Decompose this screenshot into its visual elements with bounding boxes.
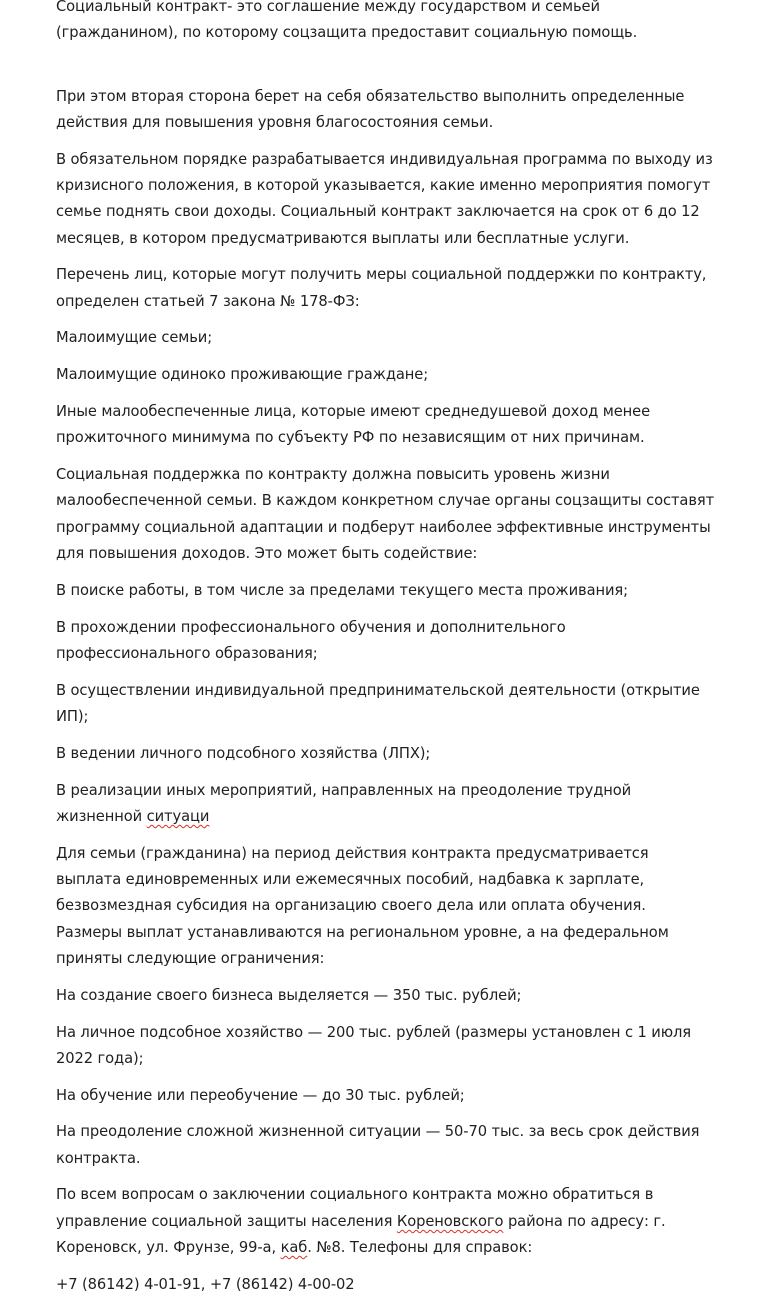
- spellcheck-marked-word[interactable]: Кореновского: [396, 1212, 504, 1230]
- paragraph: Для семьи (гражданина) на период действия контракта предусматривается выплата единовременных или ежемесячных пособий, надбавка к зарплате, безвозмездная субсидия на организацию своего дела или оплата обучения. Размеры выплат устанавливаются на региональном уровне, а на федеральном приняты следующие ограничения:: [56, 844, 669, 967]
- text-run: района по адресу: г. Кореновск, ул. Фрунзе, 99-а,: [56, 1212, 666, 1257]
- document-body: [56, 0, 716, 1309]
- contact-phones: +7 (86142) 4-01-91, +7 (86142) 4-00-02: [56, 1275, 355, 1293]
- list-item: Малоимущие одиноко проживающие граждане;: [56, 366, 429, 384]
- list-item: В ведении личного подсобного хозяйства (ЛПХ);: [56, 744, 431, 762]
- spellcheck-marked-word[interactable]: каб: [280, 1239, 308, 1257]
- list-item: На личное подсобное хозяйство — 200 тыс. рублей (размеры установлен с 1 июля 2022 года);: [56, 1023, 692, 1067]
- list-item: Иные малообеспеченные лица, которые имеют среднедушевой доход менее прожиточного минимума по субъекту РФ по независящим от них причинам.: [56, 403, 651, 447]
- paragraph: Перечень лиц, которые могут получить меры социальной поддержки по контракту, определен статьей 7 закона № 178-ФЗ:: [56, 266, 707, 310]
- paragraph: При этом вторая сторона берет на себя обязательство выполнить определенные действия для повышения уровня благосостояния семьи.: [56, 87, 685, 131]
- list-item: В осуществлении индивидуальной предпринимательской деятельности (открытие ИП);: [56, 681, 700, 726]
- list-item: В поиске работы, в том числе за пределами текущего места проживания;: [56, 581, 629, 599]
- paragraph: Социальный контракт- это соглашение между государством и семьей (гражданином), по которому соцзащита предоставит социальную помощь.: [56, 0, 638, 42]
- list-item: На создание своего бизнеса выделяется — 350 тыс. рублей;: [56, 986, 522, 1004]
- text-run: . №8. Телефоны для справок:: [307, 1239, 533, 1257]
- list-item: Малоимущие семьи;: [56, 329, 213, 347]
- text-run: По всем вопросам о заключении социального контракта можно обратиться в управление социальной защиты населения: [56, 1186, 654, 1230]
- paragraph: Социальная поддержка по контракту должна повысить уровень жизни малообеспеченной семьи. В каждом конкретном случае органы соцзащиты составят программу социальной адаптации и подберут наиболее эффективные инструменты для повышения доходов. Это может быть содействие:: [56, 466, 715, 563]
- text-run: В реализации иных мероприятий, направленных на преодоление трудной жизненной: [56, 781, 632, 825]
- list-item: [56, 778, 716, 831]
- paragraph: [56, 1182, 716, 1261]
- list-item: На обучение или переобучение — до 30 тыс. рублей;: [56, 1086, 465, 1104]
- list-item: На преодоление сложной жизненной ситуации — 50-70 тыс. за весь срок действия контракта.: [56, 1123, 700, 1167]
- list-item: В прохождении профессионального обучения и дополнительного профессионального образования;: [56, 618, 566, 662]
- paragraph: В обязательном порядке разрабатывается индивидуальная программа по выходу из кризисного положения, в которой указывается, какие именно мероприятия помогут семье поднять свои доходы. Социальный контракт заключается на срок от 6 до 12 месяцев, в котором предусматриваются выплаты или бесплатные услуги.: [56, 150, 713, 247]
- spellcheck-marked-word[interactable]: ситуаци: [146, 807, 210, 825]
